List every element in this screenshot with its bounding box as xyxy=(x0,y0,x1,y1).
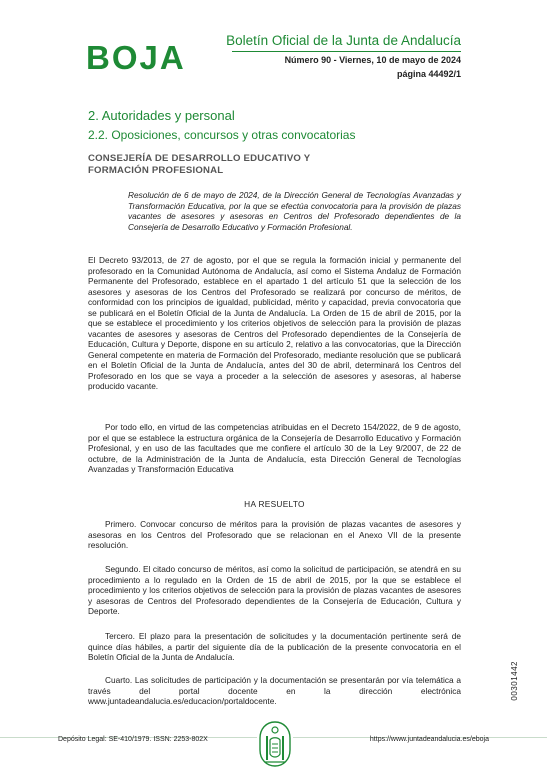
paragraph-primero: Primero. Convocar concurso de méritos para la provisión de plazas vacantes de asesores y asesoras en los Centros del Profesorado que se relacionan en el Anexo VII de la presente resolución. xyxy=(88,519,461,550)
issue-info: Número 90 - Viernes, 10 de mayo de 2024 xyxy=(284,55,461,65)
section-heading: 2. Autoridades y personal xyxy=(88,108,235,123)
eboja-link[interactable]: https://www.juntadeandalucia.es/eboja xyxy=(369,736,489,743)
paragraph-segundo: Segundo. El citado concurso de méritos, así como la solicitud de participación, se atendrá en su procedimiento a lo regulado en la Orden de 15 de abril de 2015, por la que se establece el procedimiento y los criterios objetivos de selección para la provisión de plazas vacantes de asesores y asesoras de Centros del Profesorado dependientes de la Consejería de Educación, Cultura y Deporte. xyxy=(88,564,461,616)
seal-icon xyxy=(257,720,293,768)
paragraph-cuarto: Cuarto. Las solicitudes de participación y la documentación se presentarán por vía telemática a través del portal docente en la dirección electrónica www.juntadeandalucia.es/educacion/portaldocente. xyxy=(88,675,461,706)
paragraph-competences: Por todo ello, en virtud de las competencias atribuidas en el Decreto 154/2022, de 9 de agosto, por el que se establece la estructura orgánica de la Consejería de Desarrollo Educativo y Formación Profesional, y en uso de las facultades que me confiere el artículo 30 de la Ley 9/2007, de 22 de octubre, de la Administración de la Junta de Andalucía, esta Dirección General de Tecnologías Avanzadas y Transformación Educativa xyxy=(88,422,461,474)
document-code: 00301442 xyxy=(510,661,519,701)
paragraph-decree: El Decreto 93/2013, de 27 de agosto, por el que se regula la formación inicial y permanente del profesorado en la Comunidad Autónoma de Andalucía, así como el Sistema Andaluz de Formación Permanente del Profesorado, establece en el apartado 1 del artículo 51 que la selección de los asesores y asesoras de los Centros del Profesorado se realizará por concurso de méritos, de conformidad con los principios de igualdad, publicidad, mérito y capacidad, previa convocatoria que se publicará en el Boletín Oficial de la Junta de Andalucía. La Orden de 15 de abril de 2015, por la que se establece el procedimiento y los criterios objetivos de selección para la provisión de plazas vacantes de asesores y asesoras de Centros del Profesorado dependientes de la Consejería de Educación, Cultura y Deporte, dispone en su artículo 2, relativo a las convocatorias, que la Dirección General competente en materia de Formación del Profesorado, mediante resolución que se publicará en el Boletín Oficial de la Junta de Andalucía, antes del 30 de abril, determinará los Centros del Profesorado en los que se vaya a proceder a la selección de asesores y asesoras, al haberse producido vacante. xyxy=(88,255,461,391)
department-heading: CONSEJERÍA DE DESARROLLO EDUCATIVO Y FORMACIÓN PROFESIONAL xyxy=(88,153,311,176)
resolution-abstract: Resolución de 6 de mayo de 2024, de la Dirección General de Tecnologías Avanzadas y Transformación Educativa, por la que se efectúa convocatoria para la provisión de plazas vacantes de asesores y asesoras en Centros del Profesorado dependientes de la Consejería de Desarrollo Educativo y Formación Profesional. xyxy=(128,190,461,232)
page-number: página 44492/1 xyxy=(396,69,461,79)
subsection-heading: 2.2. Oposiciones, concursos y otras convocatorias xyxy=(88,128,356,142)
resolves-heading: HA RESUELTO xyxy=(244,499,305,509)
legal-deposit: Depósito Legal: SE-410/1979. ISSN: 2253-802X xyxy=(58,736,208,743)
paragraph-tercero: Tercero. El plazo para la presentación de solicitudes y la documentación pertinente será de quince días hábiles, a partir del siguiente día de la publicación de la presente convocatoria en el Boletín Oficial de la Junta de Andalucía. xyxy=(88,631,461,662)
boja-logo: BOJA xyxy=(86,39,186,76)
bulletin-title: Boletín Oficial de la Junta de Andalucía xyxy=(226,33,461,48)
header-rule xyxy=(232,51,461,52)
